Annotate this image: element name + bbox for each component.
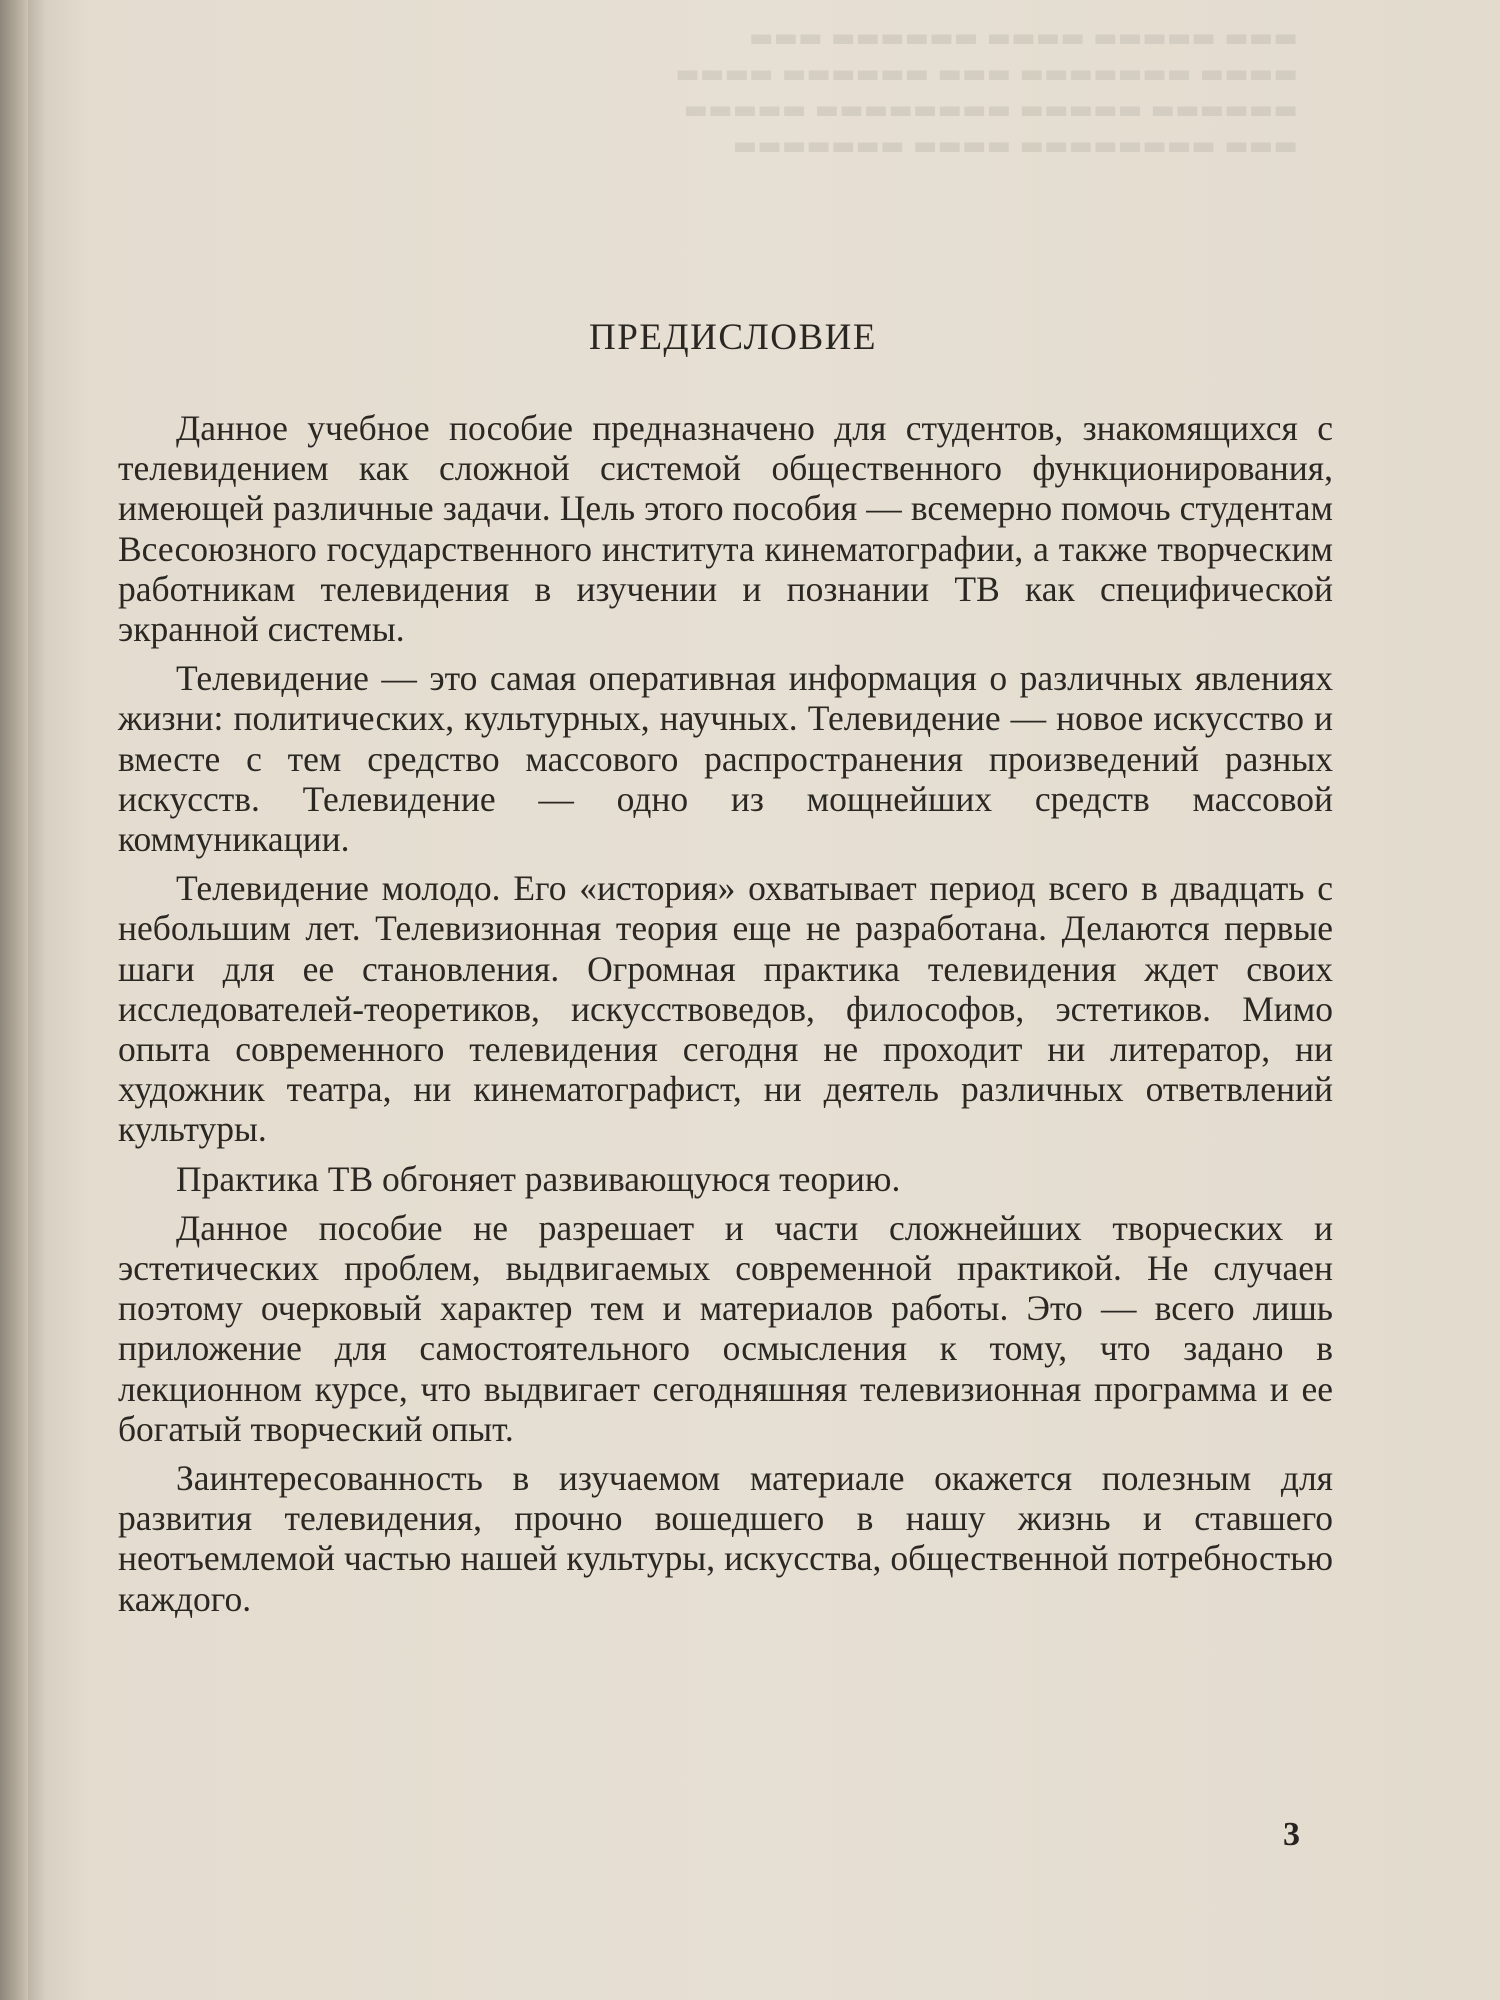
paragraph-4: Практика ТВ обгоняет развивающуюся теорию.	[176, 1158, 901, 1199]
binding-shadow	[0, 0, 28, 2000]
paragraph-1: Данное учебное пособие предназначено для студентов, знакомящихся с телевидением как сложной системой общественного функционирования, имеющей различные задачи. Цель этого пособия — всемерно помочь студентам Всесоюзного государственного института кинематографии, а также творческим работникам телевидения в изучении и познании ТВ как специфической экранной системы.	[118, 408, 1333, 650]
page-title: ПРЕДИСЛОВИЕ	[589, 317, 877, 358]
show-through-text: ▬▬▬ ▬▬▬▬▬ ▬▬▬▬ ▬▬▬▬▬▬ ▬▬▬ ▬▬▬▬ ▬▬▬▬▬▬▬ ▬▬▬ ▬▬▬▬▬▬ ▬▬▬▬ ▬▬▬▬▬▬ ▬▬▬▬▬ ▬▬▬▬▬▬▬▬ ▬▬▬▬▬ ▬▬▬ ▬▬▬▬▬▬▬▬ ▬▬▬▬ ▬▬▬▬▬▬▬	[675, 23, 1298, 161]
paragraph-5: Данное пособие не разрешает и части сложнейших творческих и эстетических проблем, выдвигаемых современной практикой. Не случаен поэтому очерковый характер тем и материалов работы. Это — всего лишь приложение для самостоятельного осмысления к тому, что задано в лекционном курсе, что выдвигает сегодняшняя телевизионная программа и ее богатый творческий опыт.	[118, 1207, 1333, 1449]
paragraph-2: Телевидение — это самая оперативная информация о различных явлениях жизни: политических, культурных, научных. Телевидение — новое искусство и вместе с тем средство массового распространения произведений разных искусств. Телевидение — одно из мощнейших средств массовой коммуникации.	[118, 658, 1333, 860]
book-page	[28, 0, 1500, 2000]
preface-body	[118, 408, 1333, 1628]
paragraph-3: Телевидение молодо. Его «история» охватывает период всего в двадцать с небольшим лет. Телевизионная теория еще не разработана. Делаются первые шаги для ее становления. Огромная практика телевидения ждет своих исследователей-теоретиков, искусствоведов, философов, эстетиков. Мимо опыта современного телевидения сегодня не проходит ни литератор, ни художник театра, ни кинематографист, ни деятель различных ответвлений культуры.	[118, 868, 1333, 1150]
page-number: 3	[1283, 1816, 1300, 1853]
paragraph-6: Заинтересованность в изучаемом материале окажется полезным для развития телевидения, прочно вошедшего в нашу жизнь и ставшего неотъемлемой частью нашей культуры, искусства, общественной потребностью каждого.	[118, 1458, 1333, 1619]
